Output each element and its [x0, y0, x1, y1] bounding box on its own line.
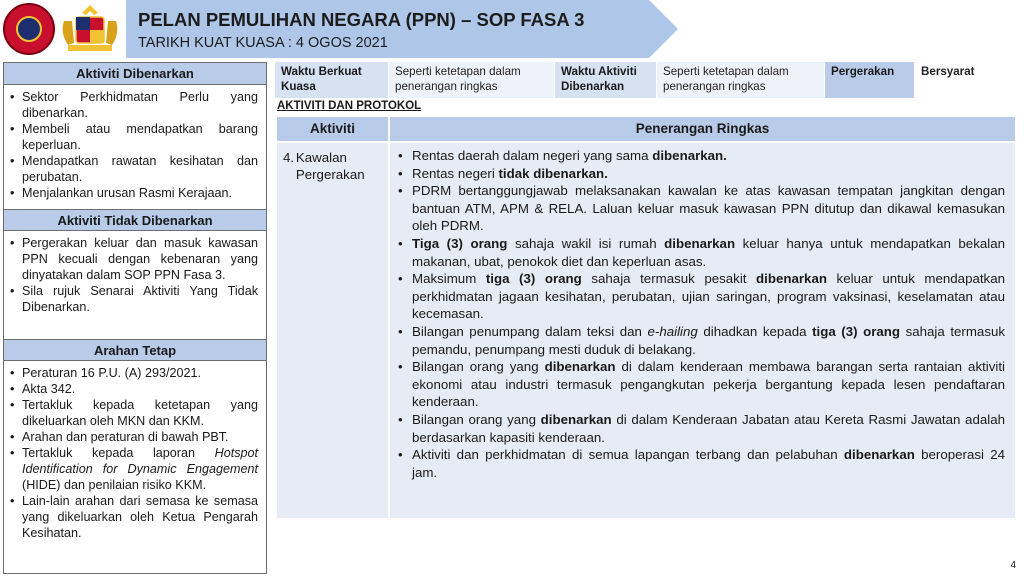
- column-header: Penerangan Ringkas: [390, 117, 1017, 141]
- list-item: • Tertakluk kepada laporan Hotspot Identification for Dynamic Engagement (HIDE) dan penilaian risiko KKM.: [10, 445, 258, 493]
- info-value: Bersyarat: [915, 62, 1017, 98]
- section-heading: Aktiviti Tidak Dibenarkan: [4, 209, 266, 231]
- list-item: • Bilangan orang yang dibenarkan di dalam kenderaan membawa barangan serta rantaian aktiviti ekonomi atau industri termasuk pengangkutan pekerja bergantung kepada lesen pendaftaran kenderaan.: [398, 358, 1005, 411]
- section-heading: Aktiviti Dibenarkan: [4, 63, 266, 85]
- list-item: • Menjalankan urusan Rasmi Kerajaan.: [10, 185, 258, 201]
- activity-table: [277, 117, 1017, 518]
- info-value: Seperti ketetapan dalam penerangan ringkas: [657, 62, 825, 98]
- list-item: • Rentas negeri tidak dibenarkan.: [398, 165, 1005, 183]
- section-body: [4, 361, 266, 545]
- description-cell: [390, 143, 1017, 518]
- table-header: [277, 117, 1017, 141]
- list-item: • Bilangan orang yang dibenarkan di dalam Kenderaan Jabatan atau Kereta Rasmi Jawatan adalah berdasarkan kapasiti kenderaan.: [398, 411, 1005, 446]
- page-subtitle: TARIKH KUAT KUASA : 4 OGOS 2021: [138, 35, 388, 51]
- info-value: Seperti ketetapan dalam penerangan ringkas: [389, 62, 555, 98]
- list-item: • Sektor Perkhidmatan Perlu yang dibenarkan.: [10, 89, 258, 121]
- list-item: • Maksimum tiga (3) orang sahaja termasuk pesakit dibenarkan keluar untuk mendapatkan perkhidmatan jagaan kesihatan, perubatan, ujian saringan, program vaksinasi, keselamatan atau kecemasan.: [398, 270, 1005, 323]
- info-row: [275, 62, 1017, 98]
- section-heading: Arahan Tetap: [4, 339, 266, 361]
- section-body: [4, 85, 266, 209]
- list-item: • Akta 342.: [10, 381, 258, 397]
- list-item: • Mendapatkan rawatan kesihatan dan perubatan.: [10, 153, 258, 185]
- row-number: 4.: [283, 150, 295, 165]
- column-header: Aktiviti: [277, 117, 390, 141]
- list-item: • Sila rujuk Senarai Aktiviti Yang Tidak Dibenarkan.: [10, 283, 258, 315]
- header: [0, 0, 1024, 58]
- page-title: PELAN PEMULIHAN NEGARA (PPN) – SOP FASA 3: [138, 9, 585, 30]
- agency-logo: [3, 3, 55, 55]
- list-item: • Peraturan 16 P.U. (A) 293/2021.: [10, 365, 258, 381]
- left-panel: [3, 62, 267, 574]
- list-item: • Membeli atau mendapatkan barang keperluan.: [10, 121, 258, 153]
- list-item: • Aktiviti dan perkhidmatan di semua lapangan terbang dan pelabuhan dibenarkan beroperasi 24 jam.: [398, 446, 1005, 481]
- info-key: Waktu Berkuat Kuasa: [275, 62, 389, 98]
- list-item: • Tiga (3) orang sahaja wakil isi rumah dibenarkan keluar hanya untuk mendapatkan bekalan makanan, ubat, penokok diet dan keperluan asas.: [398, 235, 1005, 270]
- page-number: 4: [1010, 560, 1016, 571]
- list-item: • Tertakluk kepada ketetapan yang dikeluarkan oleh MKN dan KKM.: [10, 397, 258, 429]
- activity-cell: [277, 143, 390, 518]
- info-key: Waktu Aktiviti Dibenarkan: [555, 62, 657, 98]
- info-key: Pergerakan: [825, 62, 915, 98]
- section-body: [4, 231, 266, 339]
- list-item: • Pergerakan keluar dan masuk kawasan PPN kecuali dengan kebenaran yang dinyatakan dalam SOP PPN Fasa 3.: [10, 235, 258, 283]
- table-row: [277, 143, 1017, 518]
- list-item: • Rentas daerah dalam negeri yang sama dibenarkan.: [398, 147, 1005, 165]
- list-item: • Arahan dan peraturan di bawah PBT.: [10, 429, 258, 445]
- coat-of-arms-logo: [58, 3, 122, 55]
- list-item: • Bilangan penumpang dalam teksi dan e-hailing dihadkan kepada tiga (3) orang sahaja termasuk pemandu, penumpang mesti duduk di belakang.: [398, 323, 1005, 358]
- list-item: • Lain-lain arahan dari semasa ke semasa yang dikeluarkan oleh Ketua Pengarah Kesihatan.: [10, 493, 258, 541]
- row-label: Kawalan Pergerakan: [295, 150, 365, 182]
- list-item: • PDRM bertanggungjawab melaksanakan kawalan ke atas kawasan tempatan jangkitan dengan bantuan ATM, APM & RELA. Laluan keluar masuk kawasan PPN ditutup dan dikawal kemasukan oleh PDRM.: [398, 182, 1005, 235]
- protocol-label: AKTIVITI DAN PROTOKOL: [277, 100, 422, 112]
